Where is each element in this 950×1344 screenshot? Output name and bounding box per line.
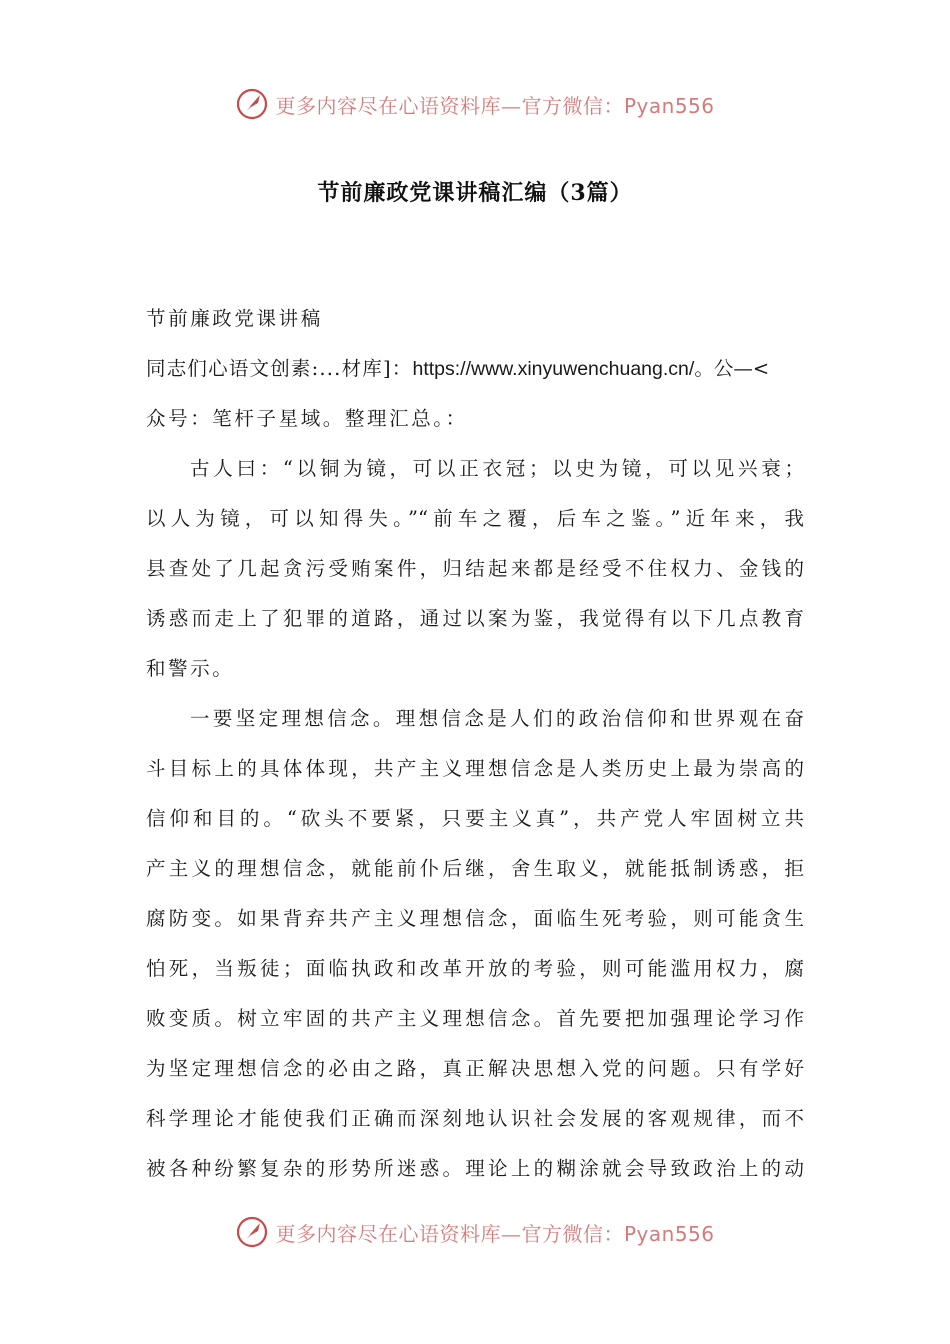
paragraph-line: 和警示。 — [146, 657, 235, 680]
paragraph-line: 科学理论才能使我们正确而深刻地认识社会发展的客观规律，而不 — [146, 1107, 804, 1130]
source-line: 同志们心语文创素:...材库]：https://www.xinyuwenchuang.cn/。公—< — [146, 357, 770, 380]
document-body — [146, 294, 804, 1194]
quill-logo-icon — [235, 1215, 269, 1249]
paragraph-line: 诱惑而走上了犯罪的道路，通过以案为鉴，我觉得有以下几点教育 — [146, 607, 804, 630]
paragraph-line: 败变质。树立牢固的共产主义理想信念。首先要把加强理论学习作 — [146, 1007, 804, 1030]
banner-text: 更多内容尽在心语资料库—官方微信：Pyan556 — [275, 1221, 715, 1246]
paragraph-line: 腐防变。如果背弃共产主义理想信念，面临生死考验，则可能贪生 — [146, 907, 804, 930]
quill-logo-icon — [235, 87, 269, 121]
paragraph-line: 怕死，当叛徒；面临执政和改革开放的考验，则可能滥用权力，腐 — [146, 957, 804, 980]
banner-handle: Pyan556 — [623, 1221, 715, 1246]
paragraph-line: 为坚定理想信念的必由之路，真正解决思想入党的问题。只有学好 — [146, 1057, 804, 1080]
banner-handle: Pyan556 — [623, 93, 715, 118]
section-heading: 节前廉政党课讲稿 — [146, 307, 323, 330]
paragraph-line: 一要坚定理想信念。理想信念是人们的政治信仰和世界观在奋 — [190, 707, 804, 730]
paragraph-line: 古人曰：“以铜为镜，可以正衣冠；以史为镜，可以见兴衰； — [190, 457, 804, 480]
paragraph-line: 被各种纷繁复杂的形势所迷惑。理论上的糊涂就会导致政治上的动 — [146, 1157, 804, 1180]
paragraph-line: 县查处了几起贪污受贿案件，归结起来都是经受不住权力、金钱的 — [146, 557, 804, 580]
paragraph-line: 信仰和目的。“砍头不要紧，只要主义真”，共产党人牢固树立共 — [146, 807, 804, 830]
source-line-2: 众号：笔杆子星域。整理汇总。： — [146, 407, 468, 430]
header-banner — [0, 84, 950, 124]
footer-banner — [0, 1212, 950, 1252]
source-url[interactable]: https://www.xinyuwenchuang.cn/ — [412, 358, 695, 380]
banner-text: 更多内容尽在心语资料库—官方微信：Pyan556 — [275, 93, 715, 118]
document-title: 节前廉政党课讲稿汇编（3篇） — [317, 180, 633, 206]
paragraph-line: 斗目标上的具体体现，共产主义理想信念是人类历史上最为崇高的 — [146, 757, 804, 780]
paragraph-line: 产主义的理想信念，就能前仆后继，舍生取义，就能抵制诱惑，拒 — [146, 857, 804, 880]
paragraph-line: 以人为镜，可以知得失。”“前车之覆，后车之鉴。”近年来，我 — [146, 507, 804, 530]
